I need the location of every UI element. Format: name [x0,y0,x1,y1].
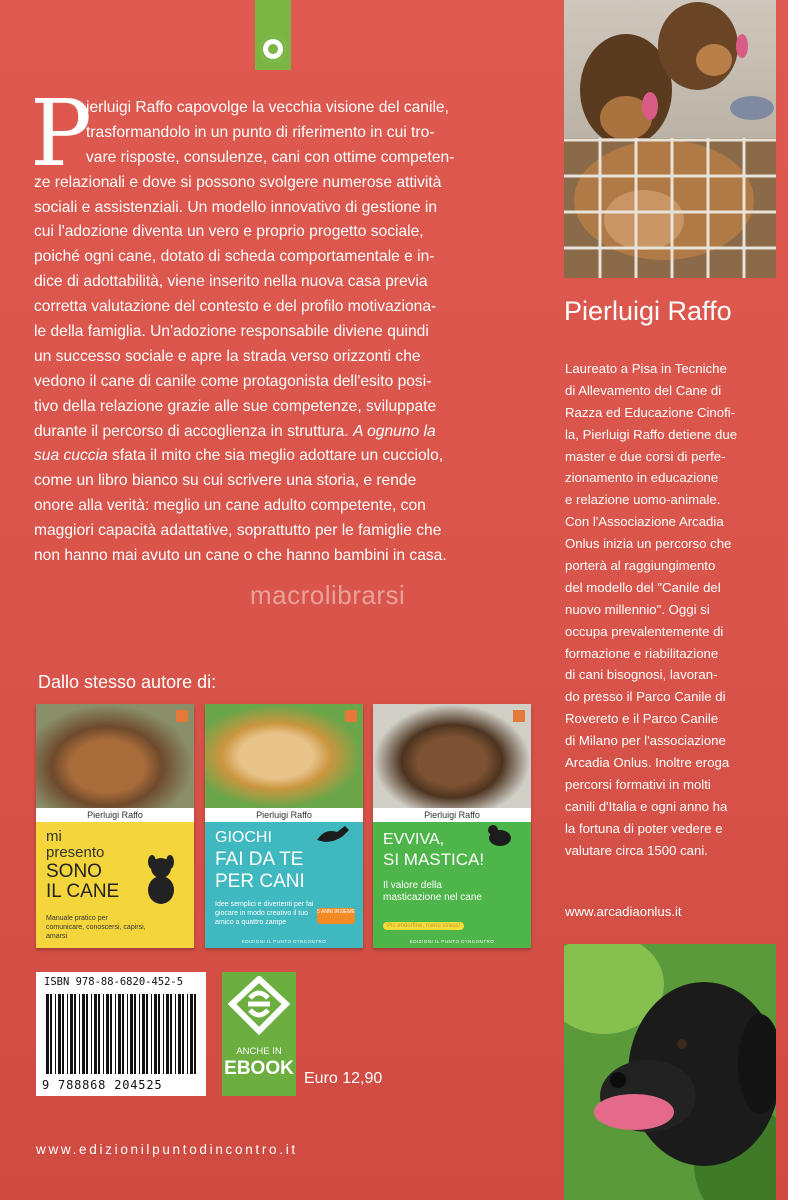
barcode-bar [190,994,193,1074]
barcode-bar [55,994,56,1074]
bio-line: Con l'Associazione Arcadia [565,514,724,530]
bio-line: occupa prevalentemente di [565,623,724,639]
dog-silhouette-icon [144,854,178,906]
barcode-bar [182,994,184,1074]
blurb-line-text: sfata il mito che sia meglio adottare un cucciolo, [107,447,444,465]
bio-line: percorsi formativi in molti [565,776,711,792]
blurb-line: tivo della relazione grazie alle sue competenze, sviluppate [34,397,437,415]
book-cover-evviva[interactable] [373,704,531,948]
isbn-label: ISBN 978-88-6820-452-5 [44,976,184,988]
barcode-bar [170,994,172,1074]
barcode-bar [86,994,88,1074]
book-title-line: GIOCHI [215,829,272,846]
book-title-line: PER CANI [215,871,305,892]
barcode-bar [158,994,160,1074]
blurb-line [34,444,546,469]
blurb-line: trasformandolo in un punto di riferimento in cui tro- [86,123,435,141]
barcode-bar [130,994,133,1074]
barcode-bar [139,994,140,1074]
bio-line: do presso il Parco Canile di [565,689,726,705]
barcode-bar [127,994,128,1074]
bio-line: zionamento in educazione [565,470,719,486]
book-title-band [373,822,531,948]
bio-line: nuovo millennio". Oggi si [565,601,710,617]
blurb-dropcap: P [30,80,92,187]
blurb-line: un successo sociale e apre la strada verso orizzonti che [34,347,421,365]
author-name: Pierluigi Raffo [564,296,732,326]
book-cover-photo [205,704,363,808]
book-title-band [36,822,194,948]
blurb-line: corretta valutazione del contesto e del profilo motivaziona- [34,298,437,316]
bio-line: la, Pierluigi Raffo detiene due [565,426,738,442]
ebook-anche-in: ANCHE IN [236,1046,282,1057]
bio-line: porterà al raggiungimento [565,558,716,574]
barcode-bar [122,994,124,1074]
bio-line: Arcadia Onlus. Inoltre eroga [565,755,730,771]
watermark-text: macrolibrarsi [250,580,406,610]
book-title-line: mi [46,828,62,845]
bio-line: master e due corsi di perfe- [565,448,726,464]
bio-line: di cani bisognosi, lavoran- [565,667,718,683]
book-cover-photo [373,704,531,808]
blurb-line: sociali e assistenziali. Un modello innovativo di gestione in [34,198,438,216]
book-title-italic: A ognuno la [352,422,436,440]
book-title-line: EVVIVA, [383,831,445,848]
book-cover-photo [36,704,194,808]
blurb-line: poiché ogni cane, dotato di scheda comportamentale e in- [34,248,435,266]
book-cover-mi-presento[interactable] [36,704,194,948]
blurb-line: vare risposte, consulenze, cani con ottime competen- [86,148,455,166]
blurb-line: dice di adottabilità, viene inserito nella nuova casa previa [34,273,428,291]
bio-line: la fortuna di poter vedere e [565,820,723,836]
book-cover-giochi[interactable] [205,704,363,948]
blurb-line: onore alla verità: meglio un cane adulto competente, con [34,497,426,515]
bio-line: formazione e riabilitazione [565,645,719,661]
black-puppy-photo [564,944,776,1200]
blurb-line: ze relazionali e dove si possono svolgere numerose attività [34,173,442,191]
barcode-bar [151,994,152,1074]
barcode-bar [98,994,100,1074]
barcode-bar [94,994,97,1074]
book-publisher: EDIZIONI IL PUNTO D'INCONTRO [241,939,327,944]
barcode-bar [118,994,121,1074]
blurb-line-text: durante il percorso di accoglienza in struttura. [34,422,349,440]
other-books-heading: Dallo stesso autore di: [38,672,217,692]
barcode-icon [44,994,200,1074]
bio-line: Rovereto e il Parco Canile [565,711,719,727]
publisher-flag-icon [176,710,188,722]
barcode-bar [178,994,181,1074]
bio-line: e relazione uomo-animale. [565,492,721,508]
book-author: Pierluigi Raffo [424,810,480,820]
blurb-line: cui l'adozione diventa un vero e proprio progetto sociale, [34,223,424,241]
bio-line: Onlus inizia un percorso che [565,536,732,552]
book-subtitle: Manuale pratico per comunicare, conoscersi, capirsi, amarsi [46,915,146,940]
barcode-bar [46,994,49,1074]
barcode-bar [154,994,157,1074]
barcode-bar [134,994,136,1074]
publisher-flag-icon [513,710,525,722]
publisher-website[interactable]: www.edizionilpuntodincontro.it [36,1142,298,1157]
dog-bone-icon [485,824,515,848]
barcode-digits: 9 788868 204525 [42,1078,163,1092]
book-author: Pierluigi Raffo [87,810,143,820]
barcode-bar [187,994,188,1074]
blurb-line: vedono il cane di canile come protagonista dell'esito posi- [34,372,432,390]
dog-jumping-icon [315,824,353,846]
barcode-bar [146,994,148,1074]
book-title-line: presento [46,844,105,861]
blurb-line: come un libro bianco su cui scrivere una storia, e rende [34,472,417,490]
book-title-italic: sua cuccia [34,447,108,465]
barcode-bar [67,994,68,1074]
barcode-bar [62,994,64,1074]
blurb-text [34,96,546,569]
barcode-bar [58,994,61,1074]
bio-line: valutare circa 1500 cani. [565,842,708,858]
author-website[interactable]: www.arcadiaonlus.it [565,904,682,919]
barcode-bar [194,994,196,1074]
barcode-bar [74,994,76,1074]
price: Euro 12,90 [304,1070,383,1087]
ebook-logo-icon [228,976,290,1042]
book-tagline: Più endorfine, meno stress! [383,922,464,930]
book-publisher: EDIZIONI IL PUNTO D'INCONTRO [409,939,495,944]
book-title-line: SI MASTICA! [383,850,485,869]
blurb-line: le della famiglia. Un'adozione responsabile diviene quindi [34,323,429,341]
barcode-bar [166,994,169,1074]
barcode-bar [79,994,80,1074]
blurb-line: maggiori capacità adattative, soprattutto per le famiglie che [34,522,442,540]
barcode-bar [82,994,85,1074]
book-title-line: FAI DA TE [215,849,304,870]
barcode-bar [110,994,112,1074]
puppies-behind-cage-photo [564,0,776,278]
barcode-bar [103,994,104,1074]
barcode-bar [175,994,176,1074]
book-author: Pierluigi Raffo [256,810,312,820]
barcode-bar [70,994,73,1074]
book-badge: 5 ANNI INSIEME [317,908,355,924]
book-title-band [205,822,363,948]
author-bio [565,358,769,861]
bio-line: di Allevamento del Cane di [565,382,722,398]
bio-line: di Milano per l'associazione [565,733,726,749]
book-subtitle: Il valore della masticazione nel cane [383,880,482,903]
barcode-bar [106,994,109,1074]
barcode-bar [163,994,164,1074]
publisher-logo-icon [260,36,286,62]
book-subtitle: Idee semplici e divertenti per fai giocare in modo creativo il tuo amico a quattro zampe [215,901,314,926]
bio-line: Laureato a Pisa in Tecniche [565,361,727,376]
barcode-bar [142,994,145,1074]
barcode-bar [50,994,52,1074]
bio-line: canili d'Italia e ogni anno ha [565,798,728,814]
ebook-label: EBOOK [224,1058,294,1079]
bio-line: Razza ed Educazione Cinofi- [565,404,736,420]
blurb-line [34,420,546,445]
barcode-bar [115,994,116,1074]
barcode-bar [91,994,92,1074]
book-title-line: IL CANE [46,881,120,902]
blurb-line: ierluigi Raffo capovolge la vecchia visione del canile, [86,99,449,116]
publisher-flag-icon [345,710,357,722]
blurb-line: non hanno mai avuto un cane o che hanno bambini in casa. [34,547,447,565]
bio-line: del modello del "Canile del [565,579,721,595]
book-title-line: SONO [46,861,102,882]
